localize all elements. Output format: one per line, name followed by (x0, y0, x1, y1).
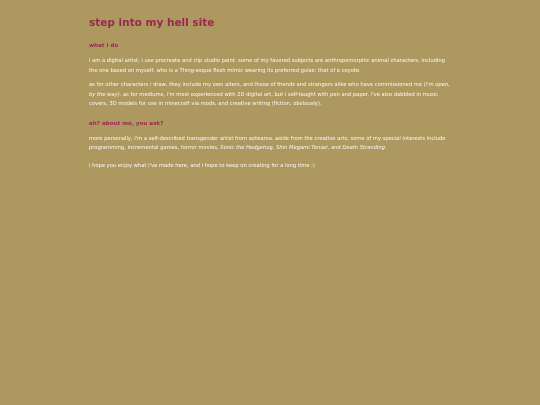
what-i-do-paragraph-1: i am a digital artist, i use procreate and clip studio paint. some of my favored subjects are anthropomorphic animal characters, including the one based on myself, who is a Thing-esque flesh mimic wearing its preferred guise; that of a coyote. (89, 58, 445, 74)
emphasis-open-for-commissions: i'm open, by the way (89, 82, 450, 98)
section-heading-about-me: eh? about me, you ask? (89, 120, 164, 127)
text-fragment: , (272, 145, 277, 151)
text-fragment: more personally, i'm a self-described transgender artist from aotearoa. aside from the creative arts, some of my special interests include programming, incremental games, horror movies, (89, 135, 446, 151)
text-fragment: as for other characters i draw, they include my own alters, and those of friends and strangers alike who have commissioned me ( (89, 82, 426, 88)
what-i-do-paragraph-2 (89, 81, 451, 110)
text-fragment: . (384, 145, 387, 151)
about-me-paragraph-2: i hope you enjoy what i've made here, and i hope to keep on creating for a long time :) (89, 162, 315, 169)
about-me-paragraph-1 (89, 135, 451, 154)
section-heading-what-i-do: what i do (89, 43, 119, 49)
page-title: step into my hell site (89, 17, 215, 29)
emphasis-death-stranding: Death Stranding (342, 145, 385, 151)
page-content (89, 14, 451, 171)
text-fragment: ). as for mediums, i'm most experienced with 2D digital art, but i self-taught with pen and paper. i've also dabbled in music covers, 3D models for use in minecraft via mods, and creative writing (fiction, obviously). (89, 91, 439, 107)
emphasis-sonic: Sonic the Hedgehog (220, 145, 273, 151)
emphasis-smt: Shin Megami Tensei (276, 145, 328, 151)
text-fragment: , and (327, 145, 343, 151)
